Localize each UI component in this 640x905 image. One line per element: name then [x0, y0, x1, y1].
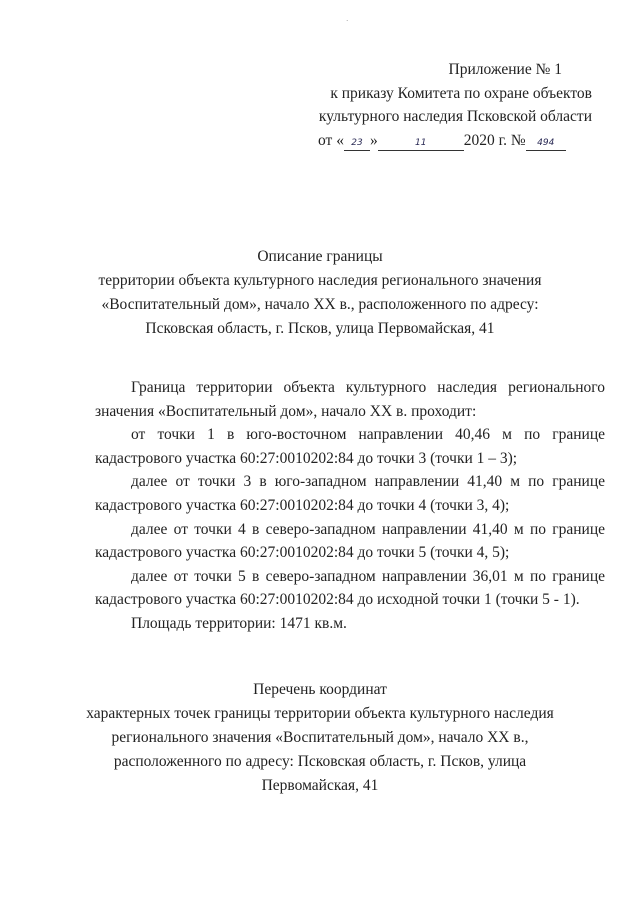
title-line: Первомайская, 41: [261, 777, 379, 794]
segment-line: далее от точки 3 в юго-западном направлении 41,40 м по границе: [131, 473, 605, 491]
date-prefix: от «: [318, 131, 344, 149]
boundary-description-text: [95, 376, 605, 636]
intro-line: Граница территории объекта культурного наследия регионального: [131, 379, 605, 396]
date-month-handwritten: 11: [378, 136, 464, 151]
date-year: 2020 г. №: [463, 131, 526, 149]
scan-mark: ·: [346, 17, 349, 25]
title-line: Описание границы: [257, 248, 383, 265]
segment-line: кадастрового участка 60:27:0010202:84 до точки 3 (точки 1 – 3);: [95, 449, 518, 467]
coordinates-list-title: [60, 678, 580, 798]
order-reference: к приказу Комитета по охране объектов: [330, 84, 592, 102]
segment-line: кадастрового участка 60:27:0010202:84 до исходной точки 1 (точки 5 - 1).: [95, 591, 580, 609]
segment-line: далее от точки 4 в северо-западном направлении 41,40 м по границе: [131, 520, 605, 538]
area-line: Площадь территории: 1471 кв.м.: [131, 614, 347, 632]
committee-name: культурного наследия Псковской области: [318, 108, 592, 125]
title-line: «Воспитательный дом», начало XX в., расположенного по адресу:: [101, 296, 539, 313]
segment-line: кадастрового участка 60:27:0010202:84 до точки 4 (точки 3, 4);: [95, 496, 510, 514]
segment-line: кадастрового участка 60:27:0010202:84 до точки 5 (точки 4, 5);: [95, 544, 510, 562]
date-day-handwritten: 23: [344, 136, 370, 151]
appendix-header: [292, 58, 592, 152]
title-line: территории объекта культурного наследия регионального значения: [98, 272, 542, 289]
title-line: регионального значения «Воспитательный дом», начало XX в.,: [111, 729, 529, 746]
title-line: Псковская область, г. Псков, улица Первомайская, 41: [145, 320, 495, 337]
title-line: характерных точек границы территории объекта культурного наследия: [86, 705, 554, 722]
order-number-handwritten: 494: [526, 136, 566, 151]
appendix-number: Приложение № 1: [448, 61, 562, 78]
title-line: Перечень координат: [253, 681, 387, 698]
boundary-description-title: [60, 245, 580, 341]
title-line: расположенного по адресу: Псковская область, г. Псков, улица: [113, 753, 527, 770]
date-quote: »: [369, 131, 378, 149]
segment-line: от точки 1 в юго-восточном направлении 40,46 м по границе: [131, 426, 605, 444]
segment-line: далее от точки 5 в северо-западном направлении 36,01 м по границе: [131, 567, 605, 585]
intro-line: значения «Воспитательный дом», начало XX в. проходит:: [95, 402, 477, 420]
order-date-line: [292, 129, 592, 153]
